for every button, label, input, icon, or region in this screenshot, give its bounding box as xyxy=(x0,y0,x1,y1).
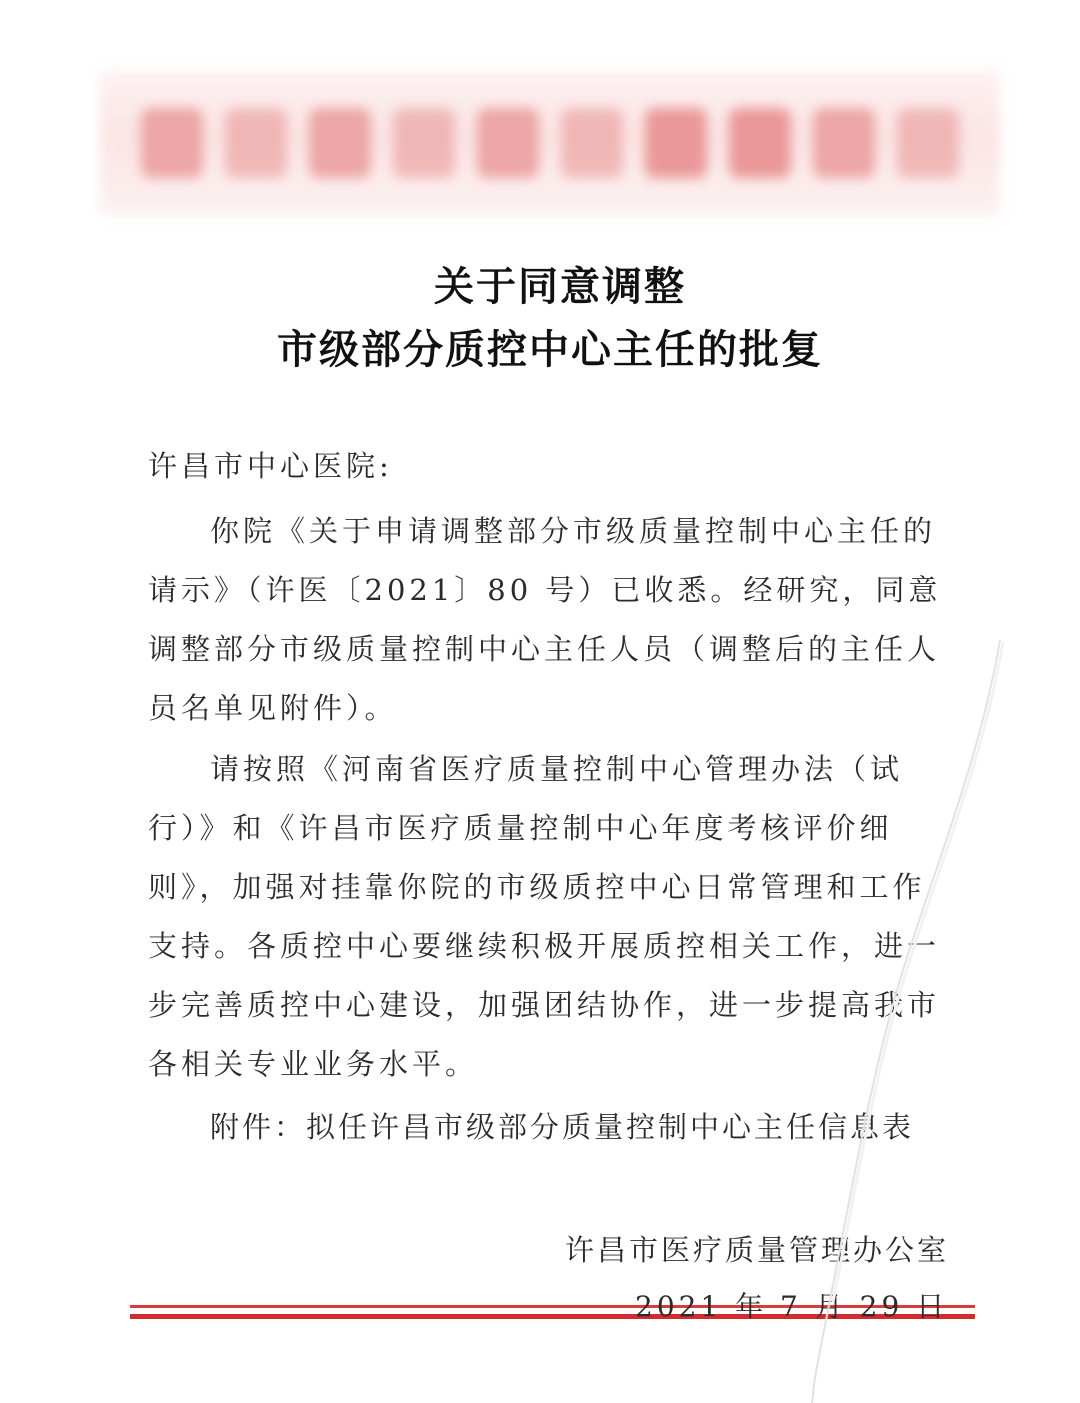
letterhead-glyph xyxy=(729,108,791,178)
attachment-note: 附件：拟任许昌市级部分质量控制中心主任信息表 xyxy=(210,1110,915,1144)
document-title-line2: 市级部分质控中心主任的批复 xyxy=(277,327,823,373)
letterhead-glyph xyxy=(225,108,287,178)
letterhead-glyph xyxy=(897,108,959,178)
blurred-letterhead xyxy=(100,70,1000,215)
letterhead-glyph xyxy=(813,108,875,178)
letterhead-glyph xyxy=(561,108,623,178)
letterhead-glyph xyxy=(393,108,455,178)
recipient: 许昌市中心医院: xyxy=(148,449,393,483)
issuing-office: 许昌市医疗质量管理办公室 xyxy=(565,1233,950,1267)
letterhead-glyph xyxy=(645,108,707,178)
body-paragraph-1: 你院《关于申请调整部分市级质量控制中心主任的请示》（许医〔2021〕80 号）已收悉。经研究，同意调整部分市级质量控制中心主任人员（调整后的主任人员名单见附件）。 xyxy=(148,514,942,725)
letterhead-glyph xyxy=(309,108,371,178)
document-title-line1: 关于同意调整 xyxy=(434,264,686,310)
letterhead-glyph xyxy=(141,108,203,178)
body-paragraph-2: 请按照《河南省医疗质量控制中心管理办法（试行）》和《许昌市医疗质量控制中心年度考核评价细则》，加强对挂靠你院的市级质控中心日常管理和工作支持。各质控中心要继续积极开展质控相关工作，进一步完善质控中心建设，加强团结协作，进一步提高我市各相关专业业务水平。 xyxy=(148,752,941,1081)
letterhead-glyph xyxy=(477,108,539,178)
issue-date: 2021 年 7 月 29 日 xyxy=(635,1290,949,1323)
